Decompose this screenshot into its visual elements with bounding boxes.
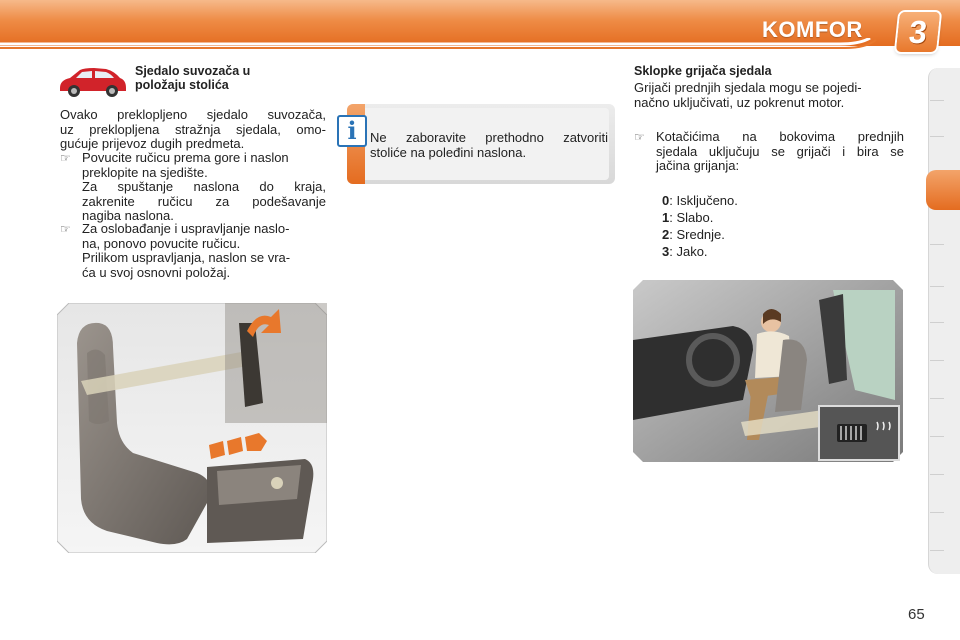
side-tab-divider	[930, 322, 944, 323]
text-line: načno uključivati, uz pokrenut motor.	[634, 94, 845, 110]
text-line: jačina grijanja:	[656, 158, 740, 173]
text-line: preklopite na sjedište.	[82, 164, 208, 180]
text-line: Prilikom uspravljanja, naslon se vra-	[82, 250, 291, 265]
bullet-item	[60, 222, 326, 252]
chapter-title: KOMFOR	[762, 17, 863, 42]
side-tab-divider	[930, 286, 944, 287]
chapter-number: 3	[907, 14, 929, 50]
seat-heating-intro	[634, 81, 904, 110]
text-line: Ovako preklopljeno sjedalo suvozača,	[60, 107, 326, 122]
side-tab-divider	[930, 100, 944, 101]
side-tab-divider	[930, 436, 944, 437]
intro-paragraph	[60, 108, 326, 152]
heating-level: 0: Isključeno.	[662, 193, 738, 208]
folding-seat-illustration	[57, 303, 327, 553]
heading-line: položaju stolića	[135, 78, 229, 92]
text-line: Povucite ručicu prema gore i naslon	[82, 150, 289, 165]
text-line: na, ponovo povucite ručicu.	[82, 235, 241, 251]
section-heading-seat-heating: Sklopke grijača sjedala	[634, 64, 772, 78]
text-line: stoliće na poleđini naslona.	[370, 144, 527, 160]
car-icon	[54, 64, 128, 100]
side-tab-divider	[930, 550, 944, 551]
side-tab-divider	[930, 360, 944, 361]
side-tab-divider	[930, 136, 944, 137]
heating-level: 3: Jako.	[662, 244, 708, 259]
chapter-side-tabs	[928, 68, 960, 574]
text-line: sjedala uključuju se grijači i bira se	[656, 143, 904, 159]
side-tab-divider	[930, 398, 944, 399]
bullet-hand-icon: ☞	[634, 130, 645, 144]
heading-line: Sjedalo suvozača u	[135, 64, 251, 78]
heating-level: 2: Srednje.	[662, 227, 725, 242]
text-line: Kotačićima na bokovima prednjih	[656, 129, 904, 144]
text-line: Ne zaboravite prethodno zatvoriti	[370, 130, 608, 145]
text-line: Za spuštanje naslona do kraja,	[82, 179, 326, 194]
info-icon: i	[337, 115, 367, 147]
side-tab-divider	[930, 474, 944, 475]
text-line: gućuje prijevoz dugih predmeta.	[60, 136, 245, 151]
heating-level: 1: Slabo.	[662, 210, 714, 225]
bullet-hand-icon: ☞	[60, 151, 71, 165]
bullet-item	[60, 151, 326, 181]
side-tab-active	[926, 170, 960, 210]
info-text	[370, 131, 608, 160]
text-line: zakrenite ručicu za podešavanje	[82, 193, 326, 209]
seat-heating-illustration	[633, 280, 903, 462]
text-line: Za oslobađanje i uspravljanje naslo-	[82, 221, 290, 236]
text-line: nagiba naslona.	[82, 208, 174, 223]
page-number: 65	[908, 606, 925, 623]
side-tab-divider	[930, 512, 944, 513]
bullet-item	[634, 130, 904, 175]
bullet-continuation	[60, 180, 326, 225]
heating-levels-list	[662, 194, 862, 262]
bullet-hand-icon: ☞	[60, 222, 71, 236]
text-line: Grijači prednjih sjedala mogu se pojedi-	[634, 80, 862, 95]
side-tab-divider	[930, 244, 944, 245]
bullet-continuation	[60, 251, 326, 281]
text-line: ća u svoj osnovni položaj.	[82, 264, 231, 280]
chapter-number-badge	[896, 12, 940, 52]
text-line: uz preklopljena stražnja sjedala, omo-	[60, 121, 326, 137]
section-heading-folding-seat	[135, 64, 315, 92]
